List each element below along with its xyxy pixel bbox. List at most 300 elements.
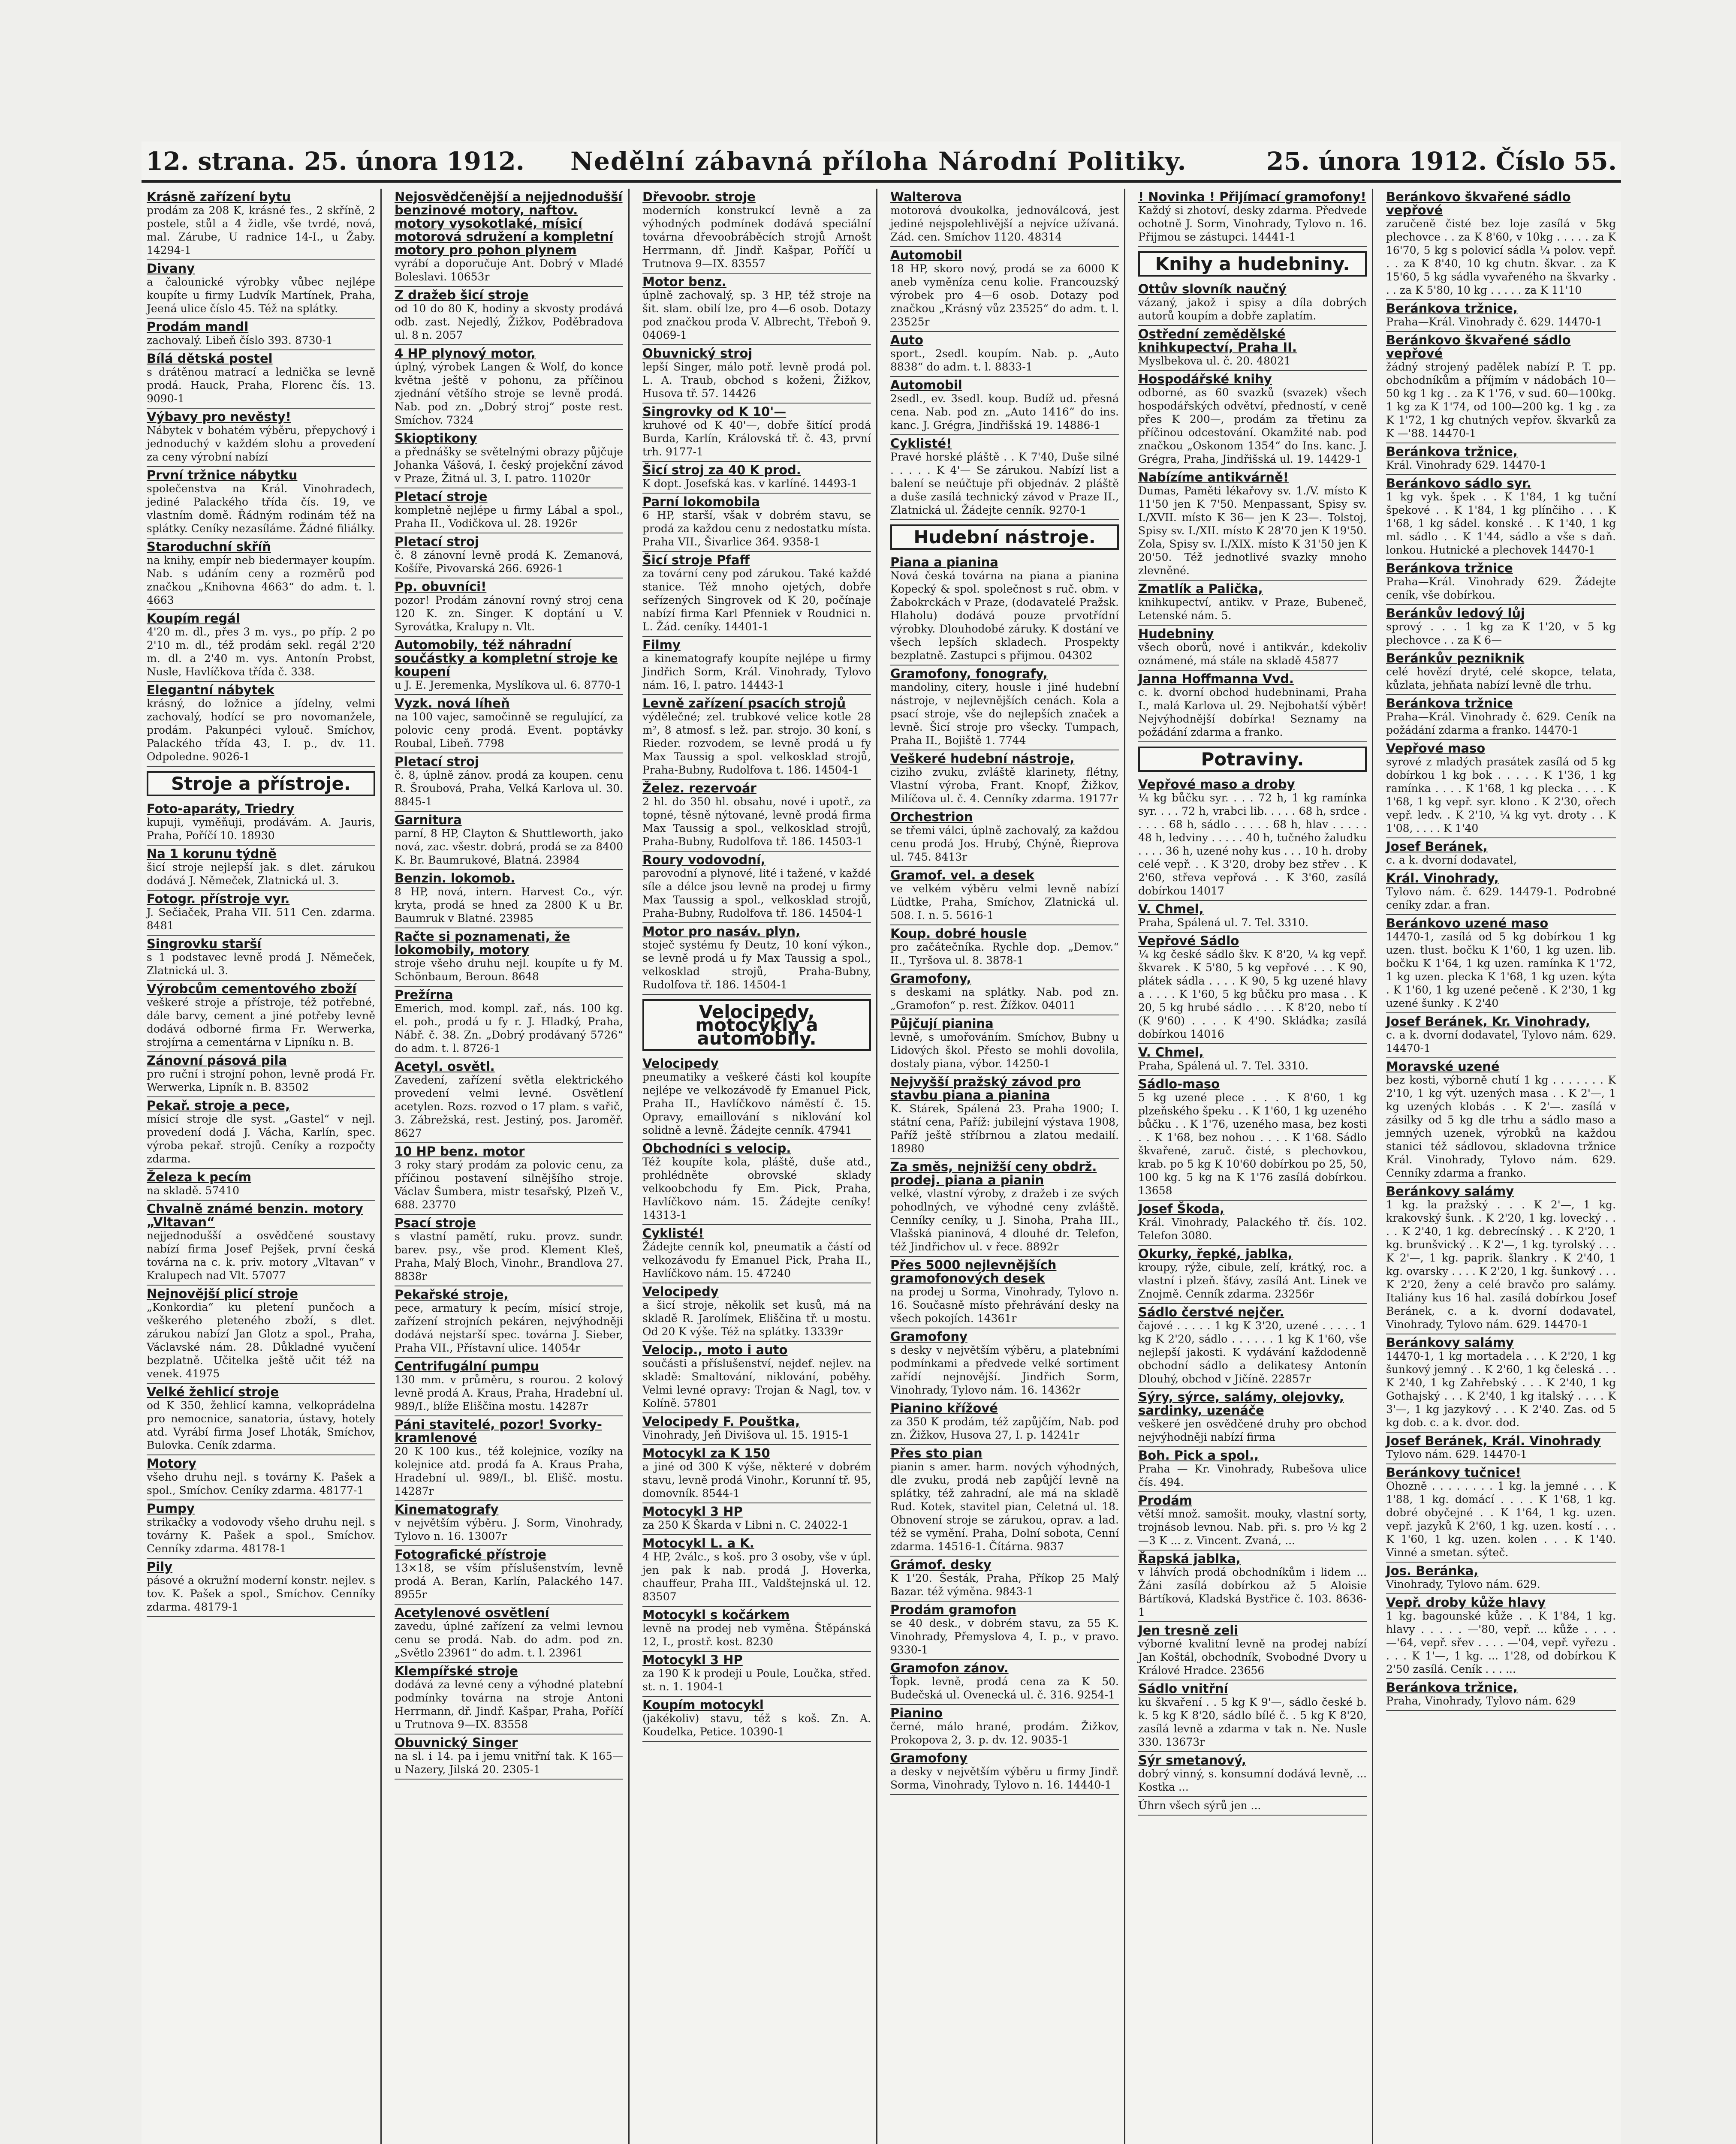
classified-ad xyxy=(147,1286,375,1384)
ad-heading: Cyklisté! xyxy=(890,436,952,451)
ad-heading: Fotografické přístroje xyxy=(395,1547,546,1562)
ad-text: 1 kg. la pražský . . . K 2'—, 1 kg. krakovský šunk. . K 2'20, 1 kg. lovecký . . . . K 2'40, 1 kg. debrecínský . . K 2'20, 1 kg. brunšvický . . K 2'—, 1 kg. tyrolský . . . K 2'—, 1 kg. paprik. šlankry . K 2'40, 1 kg. ovarsky . . . . K 2'20, 1 kg. šunkový . . . K 2'20, ženy a celé bravčo pro salámy. Italiány kus 16 hal. zasílá dobírkou Josef Beránek, c. a k. dvorní dodavatel, Vinohrady, Tylovo nám. 629. 14470-1 xyxy=(1386,1198,1616,1331)
ad-heading: Hudebniny xyxy=(1138,626,1214,641)
classified-ad xyxy=(642,637,871,695)
ad-heading: Krásně zařízení bytu xyxy=(147,190,291,204)
classified-ad xyxy=(147,350,375,409)
section-heading: Hudební nástroje. xyxy=(890,524,1119,550)
ad-heading: Velocipedy xyxy=(642,1284,719,1299)
ad-text: 5 kg uzené plece . . . K 8'60, 1 kg plzeňského špeku . . K 1'60, 1 kg uzeného bůčku . . K 1'76, uzeného masa, bez kosti . . K 1'68, bez nohou . . . . K 1'68. Sádlo škvařené, zaruč. čisté, s plechovkou, krab. po 5 kg K 10'60 dobírkou po 25, 50, 100 kg. 5 kg na K 1'76 zasílá dobírkou. 13658 xyxy=(1138,1091,1367,1197)
classified-ad xyxy=(1386,650,1616,695)
ad-heading: Račte si poznamenati, že lokomobily, motory xyxy=(395,929,570,957)
ad-heading: Zánovní pásová pila xyxy=(147,1053,287,1068)
ad-heading: Přes 5000 nejlevnějších gramofonových desek xyxy=(890,1258,1057,1286)
ad-heading: Velocip., moto i auto xyxy=(642,1343,788,1357)
classified-ad xyxy=(890,435,1119,520)
ad-heading: Pianino křížové xyxy=(890,1401,998,1415)
ad-heading: Motocykl L. a K. xyxy=(642,1536,754,1551)
ad-heading: Divany xyxy=(147,261,195,276)
ad-heading: Šicí stroj za 40 K prod. xyxy=(642,463,801,477)
ad-text: odborné, as 60 svazků (svazek) všech hospodářských odvětví, předností, v ceně přes K 200—, prodám za třetinu za příčinou odcestování. Okamžité nab. pod značkou „Oskonom 1354“ do Ins. kanc. J. Grégra, Praha, Jindřišská ul. 19. 14429-1 xyxy=(1138,386,1367,465)
ad-text: Dumas, Paměti lékařovy sv. 1./V. místo K 11'50 jen K 7'50. Menpassant, Spisy sv. I./XVII. místo K 36— jen K 23—. Tolstoj, Spisy sv. I./XII. místo K 28'70 jen K 19'50. Zola, Spisy sv. I./XIX. místo K 31'50 jen K 20'50. Též jednotlivé svazky mnoho zlevněné. xyxy=(1138,485,1367,577)
classified-ad xyxy=(395,345,623,430)
classified-ad xyxy=(890,332,1119,377)
classified-ad xyxy=(395,1358,623,1416)
ad-heading: Garnitura xyxy=(395,813,462,827)
ad-heading: Singrovku starší xyxy=(147,936,262,951)
classified-ad xyxy=(1138,1551,1367,1622)
ad-heading: Nejnovější plicí stroje xyxy=(147,1286,298,1301)
ad-text: s drátěnou matrací a lednička se levně prodá. Hauck, Praha, Florenc čís. 13. 9090-1 xyxy=(147,366,375,405)
classified-ad xyxy=(147,801,375,846)
classified-ad xyxy=(147,1169,375,1201)
classified-ad xyxy=(890,1015,1119,1074)
ad-heading: Vepřové maso a droby xyxy=(1138,777,1295,792)
ad-text: Žádejte cenník kol, pneumatik a částí od velkozávodu fy Emanuel Pick, Praha II., Havlíčkovo nám. 15. 47240 xyxy=(642,1241,871,1280)
ad-heading: Motocykl s kočárkem xyxy=(642,1608,790,1622)
ad-heading: Jos. Beránka, xyxy=(1386,1563,1479,1578)
ad-text: pianin s amer. harm. nových výhodných, dle zvuku, prodá neb zapůjčí levně na splátky, též zahradní, ale má na skladě Rud. Kotek, stavitel pian, Celetná ul. 18. Obnovení stroje se zárukou, oprav. a lad. též se vymění. Praha, Dolní sobota, Cenní zdarma. 14516-1. Čítárna. 9837 xyxy=(890,1460,1119,1553)
classified-ad xyxy=(1386,1433,1616,1464)
classified-ad xyxy=(1386,300,1616,332)
classified-ad xyxy=(395,1663,623,1734)
classified-ad xyxy=(642,695,871,780)
ad-heading: Beránkova tržnice, xyxy=(1386,301,1518,316)
classified-ad xyxy=(642,1652,871,1697)
classified-ad xyxy=(1138,901,1367,933)
ad-heading: Pumpy xyxy=(147,1501,195,1516)
ad-heading: Acetylenové osvětlení xyxy=(395,1605,549,1620)
ad-text: (jakékoliv) stavu, též s koš. Zn. A. Koudelka, Petice. 10390-1 xyxy=(642,1712,871,1738)
classified-ad xyxy=(1386,332,1616,443)
ad-text: c. k. dvorní obchod hudebninami, Praha I., malá Karlova ul. 29. Nejbohatší výběr! Nejvýhodnější dobírka! Seznamy na požádání zdarma a franko. xyxy=(1138,686,1367,738)
ad-text: úplně zachovalý, sp. 3 HP, též stroje na šit. slam. obilí lze, pro 4—6 osob. Dotazy pod značkou proda V. Albrecht, Třeboň 9. 04069-1 xyxy=(642,289,871,341)
classified-ad xyxy=(1386,560,1616,605)
classified-ad xyxy=(395,870,623,928)
ad-text: parovodní a plynové, lité i tažené, v každé síle a délce jsou levně na prodej u firmy Max Taussig a spol., velkosklad strojů, Praha-Bubny, Rudolfova tř. 186. 14504-1 xyxy=(642,867,871,919)
ad-heading: Pletací stroj xyxy=(395,754,479,769)
ad-heading: Grámof. desky xyxy=(890,1557,992,1572)
ad-text: za 350 K prodám, též zapůjčím, Nab. pod zn. Žižkov, Husova 27, I. p. 14241r xyxy=(890,1415,1119,1441)
ad-text: s deskami na splátky. Nab. pod zn. „Gramofon“ p. rest. Žížkov. 04011 xyxy=(890,986,1119,1012)
ad-heading: Motor benz. xyxy=(642,274,726,289)
ad-text: K. Stárek, Spálená 23. Praha 1900; I. státní cena, Paříž: jubilejní výstava 1908, Paříž ještě stříbrnou a zlatou medailí. 18980 xyxy=(890,1102,1119,1155)
ad-text: 20 K 100 kus., též kolejnice, vozíky na kolejnice atd. prodá fa A. Kraus Praha, Hradební ul. 989/I., bl. Elišč. mostu. 14287r xyxy=(395,1445,623,1497)
ad-heading: Roury vodovodní, xyxy=(642,852,766,867)
ad-text: a desky v největším výběru u firmy Jindř. Sorma, Vinohrady, Tylovo n. 16. 14440-1 xyxy=(890,1765,1119,1791)
classified-ad xyxy=(147,846,375,891)
classified-ad xyxy=(1138,1044,1367,1076)
ad-text: Emerich, mod. kompl. zař., nás. 100 kg. el. poh., prodá u fy r. J. Hladký, Praha, Nábř. č. 38. Zn. „Dobrý prodávaný 5726“ do adm. t. l. 8726-1 xyxy=(395,1002,623,1054)
ad-heading: ! Novinka ! Přijímací gramofony! xyxy=(1138,190,1366,204)
ad-text: 1 kg vyk. špek . . K 1'84, 1 kg tuční špekové . . K 1'84, 1 kg plínčiho . . . K 1'68, 1 kg sádel. konské . . K 1'40, 1 kg ml. sádlo . . K 1'44, sádlo a vše s daň. lonkou. Hutnické a plechovek 14470-1 xyxy=(1386,491,1616,556)
ad-text: 3 roky starý prodám za polovic cenu, za příčinou postavení silnějšího stroje. Václav Šumbera, mistr tesařský, Plzeň V., 688. 23770 xyxy=(395,1159,623,1211)
classified-ad xyxy=(642,1225,871,1283)
ad-heading: Obuvnický Singer xyxy=(395,1735,518,1750)
ad-heading: Šicí stroje Pfaff xyxy=(642,553,750,567)
ad-heading: Prežírna xyxy=(395,988,453,1002)
ad-heading: Kinematografy xyxy=(395,1502,499,1517)
ad-heading: Velocipedy F. Pouštka, xyxy=(642,1414,800,1429)
ad-heading: Cyklisté! xyxy=(642,1226,704,1241)
ad-text: kompletně nejlépe u firmy Lábal a spol., Praha II., Vodičkova ul. 28. 1926r xyxy=(395,504,623,530)
ad-text: Úhrn všech sýrů jen ... xyxy=(1138,1799,1261,1812)
ad-text: sprový . . . 1 kg za K 1'20, v 5 kg plechovce . . za K 6— xyxy=(1386,620,1616,646)
ad-text: Myslbekova ul. č. 20. 48021 xyxy=(1138,355,1291,367)
classified-ad xyxy=(890,1074,1119,1159)
ad-text: pece, armatury k pecím, mísicí stroje, zařízení strojních pekáren, nejvýhodněji dodává nejstarší spec. továrna J. Sieber, Praha VII., Přístavní ulice. 14054r xyxy=(395,1302,623,1354)
ad-text: v láhvích prodá obchodníkům i lidem ... Žáni zasílá dobírkou až 5 Aloisie Bártíková, Kladská Bystřice č. 103. 8636-1 xyxy=(1138,1566,1367,1618)
classified-ad xyxy=(147,319,375,350)
ad-text: syrové z mladých prasátek zasílá od 5 kg dobírkou 1 kg bok . . . . . K 1'36, 1 kg ramínka . . . . K 1'68, 1 kg plecka . . . . K 1'68, 1 kg vepř. syr. klono . K 2'30, ořech vepř. ledv. . K 2'10, ¼ kg vyt. droty . . K 1'08, . . . . K 1'40 xyxy=(1386,756,1616,834)
ad-text: ¼ kg české sádlo škv. K 8'20, ¼ kg vepř. škvarek . K 5'80, 5 kg vepřové . . . K 90, plátek sádla . . . . K 90, 5 kg uzené hlavy a . . . . K 1'60, 5 kg bůčku pro masa . . K 20, 5 kg hrubé sádlo . . . . K 8'20, nebo tí (K 9'60) . . . . K 4'90. Skládka; zasílá dobírkou 14016 xyxy=(1138,948,1367,1040)
ad-text: za 190 K k prodeji u Poule, Loučka, střed. st. n. 1. 1904-1 xyxy=(642,1667,871,1693)
ad-text: na 100 vajec, samočinně se regulující, za polovic ceny prodá. Event. poptávky Roubal, Libeň. 7798 xyxy=(395,711,623,750)
ad-heading: Motocykl 3 HP xyxy=(642,1653,743,1667)
classified-ad xyxy=(1138,281,1367,326)
ad-heading: Orchestrion xyxy=(890,810,973,824)
ad-text: nejjednodušší a osvědčené soustavy nabízí firma Josef Pejšek, první česká továrna na c. k. priv. motory „Vltavan“ v Kralupech nad Vlt. 57077 xyxy=(147,1229,375,1282)
ad-text: od 10 do 80 K, hodiny a skvosty prodává odb. zast. Nejedlý, Žižkov, Poděbradova ul. 8 n. 2057 xyxy=(395,302,623,341)
ad-text: Praha — Kr. Vinohrady, Rubešova ulice čís. 494. xyxy=(1138,1463,1367,1488)
ad-text: strikačky a vodovody všeho druhu nejl. s továrny K. Pašek a spol., Smíchov. Cenníky zdarma. 48178-1 xyxy=(147,1516,375,1555)
ad-text: zavedu, úplné zařízení za velmi levnou cenu se prodá. Nab. do adm. pod zn. „Světlo 23961“ do adm. t. l. 23961 xyxy=(395,1620,623,1659)
classified-ad xyxy=(1138,776,1367,901)
classified-ad xyxy=(395,812,623,870)
ad-heading: Pianino xyxy=(890,1706,943,1720)
ad-text: Ohozně . . . . . . . . 1 kg. la jemné . . . K 1'88, 1 kg. domácí . . . . K 1'68, 1 kg. dobré obyčejné . . K 1'64, 1 kg. uzen. vepř. jazyků K 2'60, 1 kg. uzen. kostí . . . K 1'60, 1 kg. uzen. kolen . . . K 1'40. Vinné a smetan. sýteč. xyxy=(1386,1480,1616,1559)
classified-ad xyxy=(1386,1594,1616,1679)
classified-ad xyxy=(1138,371,1367,469)
classified-ad xyxy=(395,578,623,637)
ad-heading: Gramofony, xyxy=(890,971,971,986)
ad-heading: Páni stavitelé, pozor! Svorky-kramlenové xyxy=(395,1417,602,1445)
classified-ad xyxy=(1138,1797,1367,1816)
classified-ad xyxy=(1386,915,1616,1013)
column-5 xyxy=(1133,189,1373,2144)
ad-heading: Sádlo-maso xyxy=(1138,1077,1220,1091)
ad-heading: Automobil xyxy=(890,248,962,262)
ad-heading: Janna Hoffmanna Vvd. xyxy=(1138,672,1294,686)
ad-text: Praha—Král. Vinohrady 629. Žádejte ceník, vše dobírkou. xyxy=(1386,575,1616,601)
classified-ad xyxy=(642,1283,871,1342)
classified-ad xyxy=(395,1546,623,1605)
classified-ad xyxy=(147,610,375,682)
ad-heading: Beránkova tržnice xyxy=(1386,561,1513,575)
ad-text: na sl. i 14. pa i jemu vnitřní tak. K 165— u Nazery, Jilská 20. 2305-1 xyxy=(395,1750,623,1776)
classified-ad xyxy=(1138,581,1367,626)
ad-heading: Pletací stroje xyxy=(395,489,488,504)
ad-text: Vinohrady, Tylovo nám. 629. xyxy=(1386,1578,1540,1590)
classified-ad xyxy=(642,274,871,345)
ad-heading: Koupím regál xyxy=(147,611,240,626)
ad-heading: Půjčují pianina xyxy=(890,1016,994,1031)
classified-ad xyxy=(395,1605,623,1663)
ad-heading: Beránkova tržnice xyxy=(1386,696,1513,711)
ad-text: 2sedl., ev. 3sedl. koup. Budíž ud. přesná cena. Nab. pod zn. „Auto 1416“ do ins. kanc. J. Grégra, Jindřišská 19. 14886-1 xyxy=(890,392,1119,431)
classified-ad xyxy=(147,1052,375,1097)
classified-ad xyxy=(395,928,623,987)
ad-heading: Vyzk. nová líheň xyxy=(395,696,510,711)
ad-heading: Psací stroje xyxy=(395,1216,476,1230)
classified-ad xyxy=(1138,1752,1367,1797)
ad-heading: Jen tresně zeli xyxy=(1138,1623,1239,1638)
classified-ad xyxy=(395,430,623,488)
classified-ad xyxy=(1386,1334,1616,1433)
ad-heading: Sádlo vnitřní xyxy=(1138,1681,1228,1696)
ad-heading: Obchodníci s velocip. xyxy=(642,1141,791,1156)
ad-text: 6 HP, starší, však v dobrém stavu, se prodá za každou cenu z nedostatku místa. Praha VII., Šivarlice 364. 9358-1 xyxy=(642,509,871,548)
classified-ad xyxy=(642,404,871,462)
ad-text: společenstva na Král. Vinohradech, jediné Palackého třída čís. 19, ve vlastním domě. Řádným rodinám též na splátky. Ceníky nezasíláme. Žádné filiálky. xyxy=(147,482,375,535)
classified-ad xyxy=(395,1501,623,1546)
classified-ad xyxy=(642,1607,871,1652)
classified-ad xyxy=(890,809,1119,867)
ad-heading: Na 1 korunu týdně xyxy=(147,846,277,861)
ad-heading: Sýr smetanový, xyxy=(1138,1753,1246,1768)
ad-heading: Filmy xyxy=(642,638,681,652)
ad-heading: Prodám gramofon xyxy=(890,1602,1017,1617)
ad-heading: Pily xyxy=(147,1560,173,1574)
ad-heading: Hospodářské knihy xyxy=(1138,372,1272,386)
ad-heading: Výrobcům cementového zboží xyxy=(147,982,357,996)
classified-ad xyxy=(1386,740,1616,838)
ad-heading: Motocykl 3 HP xyxy=(642,1504,743,1519)
newspaper-page xyxy=(142,142,1621,2144)
header-left: 12. strana. 25. února 1912. xyxy=(146,147,524,176)
ad-text: pozor! Prodám zánovní rovný stroj cena 120 K. zn. Singer. K doptání u V. Syrovátka, Kralupy n. Vlt. xyxy=(395,594,623,633)
classified-ad xyxy=(642,923,871,995)
classified-ad xyxy=(395,695,623,753)
ad-heading: Fotogr. přístroje vyr. xyxy=(147,891,290,906)
classified-ad xyxy=(642,1055,871,1140)
classified-ad xyxy=(890,247,1119,332)
classified-ad xyxy=(147,682,375,767)
classified-ad xyxy=(395,987,623,1058)
ad-heading: Velké žehlicí stroje xyxy=(147,1385,279,1399)
ad-heading: Josef Beránek, xyxy=(1386,839,1488,854)
ad-text: motorová dvoukolka, jednoválcová, jest jediné nejspolehlivější a nejvíce užívaná. Zád. cen. Smíchov 1120. 48314 xyxy=(890,204,1119,243)
ad-heading: Chvalně známé benzin. motory „Vltavan“ xyxy=(147,1201,363,1229)
ad-heading: Beránkův pezniknik xyxy=(1386,651,1525,665)
ad-heading: První tržnice nábytku xyxy=(147,468,298,482)
ad-heading: Singrovky od K 10'— xyxy=(642,404,787,419)
ad-text: 4 HP, 2válc., s koš. pro 3 osoby, vše v úpl. jen pak k nab. prodá J. Hoverka, chauffeur, Praha III., Valdštejnská ul. 12. 83507 xyxy=(642,1551,871,1603)
ad-heading: Elegantní nábytek xyxy=(147,683,274,697)
ad-text: Praha—Král. Vinohrady č. 629. Ceník na požádání zdarma a franko. 14470-1 xyxy=(1386,711,1616,736)
ad-text: na skladě. 57410 xyxy=(147,1184,240,1197)
ad-heading: Sýry, sýrce, salámy, olejovky, sardinky, uzenáče xyxy=(1138,1390,1344,1418)
classified-ad xyxy=(1138,1201,1367,1246)
ad-heading: Automobil xyxy=(890,378,962,392)
page-header xyxy=(142,142,1621,183)
ad-heading: Motocykl za K 150 xyxy=(642,1446,770,1460)
classified-ad xyxy=(1138,1246,1367,1304)
ad-heading: V. Chmel, xyxy=(1138,1045,1204,1060)
ad-heading: Gramofony xyxy=(890,1329,967,1344)
ad-heading: Piana a pianina xyxy=(890,555,998,569)
ad-heading: Josef Beránek, Král. Vinohrady xyxy=(1386,1433,1601,1448)
classified-ad xyxy=(147,409,375,467)
ad-heading: Řapská jablka, xyxy=(1138,1551,1241,1566)
classified-ad xyxy=(1138,1622,1367,1680)
classified-ad xyxy=(147,891,375,936)
classified-ad xyxy=(890,750,1119,809)
classified-ad xyxy=(395,1058,623,1143)
ad-heading: Skioptikony xyxy=(395,431,477,446)
ad-heading: Levně zařízení psacích strojů xyxy=(642,696,846,711)
classified-ad xyxy=(147,1097,375,1169)
column-1 xyxy=(142,189,382,2144)
ad-text: Král. Vinohrady, Palackého tř. čís. 102. Telefon 3080. xyxy=(1138,1216,1367,1242)
ad-heading: Král. Vinohrady, xyxy=(1386,871,1499,885)
classified-ad xyxy=(147,1384,375,1455)
classified-ad xyxy=(1386,838,1616,870)
ad-text: ku škvaření . . 5 kg K 9'—, sádlo české b. k. 5 kg K 8'20, sádlo bílé č. . 5 kg K 8'20, zasílá levně a zdarma v tak n. Ne. Nusle 330. 13673r xyxy=(1138,1696,1367,1748)
ad-text: všeho druhu nejl. s továrny K. Pašek a spol., Smíchov. Ceníky zdarma. 48177-1 xyxy=(147,1471,375,1497)
ad-text: Nová česká továrna na piana a pianina Kopecký & spol. společnost s ruč. obm. v Žabokrckách v Praze, (dodavatelé Pražsk. Hlaholu) dodává pouze prvotřídní výrobky. Dlouhodobé záruky. K dostání ve všech lepších skladech. Prospekty bezplatně. Zastupci s přijmou. 04302 xyxy=(890,569,1119,662)
ad-heading: Dřevoobr. stroje xyxy=(642,190,756,204)
ad-text: Ťopk. levně, prodá cena za K 50. Budečská ul. Ovenecká ul. č. 316. 9254-1 xyxy=(890,1675,1119,1701)
classified-ad xyxy=(642,1697,871,1742)
classified-ad xyxy=(890,1400,1119,1445)
classified-ad xyxy=(642,552,871,637)
ad-text: 14470-1, 1 kg mortadela . . . K 2'20, 1 kg šunkový jemný . . K 2'60, 1 kg čeleská . . . K 2'40, 1 kg Zahřebský . . . K 2'40, 1 kg Gothajský . . . K 2'40, 1 kg italský . . . . K 3'—, 1 kg jazykový . . . K 2'40. Zas. od 5 kg dob. c. a k. dvor. dod. xyxy=(1386,1350,1616,1429)
ad-heading: Auto xyxy=(890,333,923,347)
ad-text: levně, s umořováním. Smíchov, Bubny u Lidových škol. Přesto se mohli dovolila, dostaly piana, výbor. 14250-1 xyxy=(890,1031,1119,1070)
ad-heading: Přes sto pian xyxy=(890,1446,983,1460)
ad-text: Každý si zhotoví, desky zdarma. Předvede ochotně J. Sorm, Vinohrady, Tylovo n. 16. Přijmou se zástupci. 14441-1 xyxy=(1138,204,1367,243)
ad-text: černé, málo hrané, prodám. Žižkov, Prokopova 2, 3. p. dv. 12. 9035-1 xyxy=(890,1720,1119,1746)
ad-text: Pravé horské pláště . . K 7'40, Duše silné . . . . . K 4'— Se zárukou. Nabízí list a balení se neúčtuje při objednáv. 2 pláště a duše zasílá technický závod v Praze II., Zlatnická ul. Žádejte cenník. 9270-1 xyxy=(890,451,1119,516)
classified-ad xyxy=(642,852,871,923)
ad-text: veškeré stroje a přístroje, též potřebné, dále barvy, cement a jiné potřeby levně dodává odborné firma Fr. Werwerka, strojírna a cementárna v Lipníku n. B. xyxy=(147,996,375,1048)
ad-heading: Parní lokomobila xyxy=(642,494,760,509)
ad-heading: Sádlo čerstvé nejčer. xyxy=(1138,1305,1284,1319)
classified-ad xyxy=(1386,189,1616,300)
ad-heading: Pekařské stroje, xyxy=(395,1287,509,1302)
ad-heading: Beránkovy salámy xyxy=(1386,1184,1514,1198)
ad-text: stroje všeho druhu nejl. koupíte u fy M. Schönbaum, Beroun. 8648 xyxy=(395,957,623,983)
ad-heading: Klempířské stroje xyxy=(395,1664,518,1678)
ad-heading: Prodám mandl xyxy=(147,319,249,334)
classified-ad xyxy=(890,189,1119,247)
section-heading: Stroje a přístroje. xyxy=(147,771,375,796)
ad-heading: Beránkovo škvařené sádlo vepřové xyxy=(1386,190,1571,217)
ad-text: lepší Singer, málo potř. levně prodá pol. L. A. Traub, obchod s koženi, Žižkov, Husova tř. 57. 14426 xyxy=(642,361,871,400)
ad-text: veškeré jen osvědčené druhy pro obchod nejvýhodněji nabízí firma xyxy=(1138,1418,1367,1443)
ad-heading: Beránkovo škvařené sádlo vepřové xyxy=(1386,333,1571,361)
classified-ad xyxy=(890,554,1119,665)
ad-text: u J. E. Jeremenka, Myslíkova ul. 6. 8770-1 xyxy=(395,679,622,691)
classified-ad xyxy=(1386,1183,1616,1334)
ad-text: a šicí stroje, několik set kusů, má na skladě R. Jarolímek, Eliščina tř. u mostu. Od 20 K výše. Též na splátky. 13339r xyxy=(642,1299,871,1338)
ad-text: s 1 podstavec levně prodá J. Němeček, Zlatnická ul. 3. xyxy=(147,951,375,977)
classified-ad xyxy=(147,539,375,610)
classified-ad xyxy=(642,780,871,852)
ad-text: Vinohrady, Jeň Divišova ul. 15. 1915-1 xyxy=(642,1429,849,1441)
ad-text: kroupy, rýže, cibule, zelí, krátký, roc. a vlastní i plzeň. šťávy, zasílá Ant. Linek ve Znojmě. Cenník zdarma. 23256r xyxy=(1138,1261,1367,1300)
ad-heading: Beránkova tržnice, xyxy=(1386,1680,1518,1695)
ad-text: ciziho zvuku, zvláště klarinety, flétny, Vlastní výroba, Frant. Knopf, Žižkov, Milíčova ul. č. 4. Cenníky zdarma. 19177r xyxy=(890,766,1119,805)
ad-text: žádný strojený padělek nabízí P. T. pp. obchodníkům a příjmím v nádobách 10—50 kg 1 kg . . za K 1'76, v sud. 60—100kg. 1 kg za K 1'74, od 100—200 kg. 1 kg . za K 1'72, 1 kg chutných vepřov. škvarků za K —'88. 14470-1 xyxy=(1386,361,1616,440)
ad-text: všech oborů, nové i antikvár., kdekoliv oznámené, má stále na skladě 45877 xyxy=(1138,641,1367,667)
ad-text: č. 8 zánovní levně prodá K. Zemanová, Košíře, Pivovarská 266. 6926-1 xyxy=(395,549,623,575)
classified-ad xyxy=(642,1342,871,1413)
ad-text: prodám za 208 K, krásné fes., 2 skříně, 2 postele, stůl a 4 židle, vše tvrdé, nová, mal. Zárube, U radnice 14-I., u Žaby. 14294-1 xyxy=(147,204,375,256)
classified-ad xyxy=(890,1257,1119,1328)
classified-ad xyxy=(890,1705,1119,1750)
ad-heading: Gramof. vel. a desek xyxy=(890,868,1034,882)
ad-text: pro ruční i strojní pohon, levně prodá Fr. Werwerka, Lipník n. B. 83502 xyxy=(147,1068,375,1093)
classified-ad xyxy=(1386,475,1616,560)
classified-ad xyxy=(890,377,1119,435)
classified-ad xyxy=(1386,1679,1616,1711)
ad-text: zaručeně čisté bez loje zasílá v 5kg plechovce . . za K 8'60, v 10kg . . . . . za K 16'70, 5 kg s polovicí sádla ¼ polov. vepř. . . za K 8'40, 10 kg chutn. škvar. . za K 15'60, 5 kg sádla vyvařeného na škvarky . . . za K 5'80, 10 kg . . . . . za K 11'10 xyxy=(1386,217,1616,296)
ad-text: velké, vlastní výroby, z dražeb i ze svých pohodlných, ve výhodné ceny zvláště. Cenníky ceníky, u J. Sinoha, Praha III., Vlašská pianinová, 4 dlouhé dr. Telefon, též Jindřichov ul. v řece. 8892r xyxy=(890,1187,1119,1253)
ad-text: součásti a příslušenství, nejdef. nejlev. na skladě: Smaltování, niklování, poběhy. Velmi levné opravy: Trojan & Nagl, tov. v Kolíně. 57801 xyxy=(642,1357,871,1409)
ad-text: sport., 2sedl. koupím. Nab. p. „Auto 8838“ do adm. t. l. 8833-1 xyxy=(890,347,1119,373)
classified-ad xyxy=(890,925,1119,970)
section-heading: Velocipedy, motocykly a automobily. xyxy=(642,999,871,1051)
classified-ad xyxy=(395,533,623,578)
classified-ad xyxy=(1138,1492,1367,1551)
classified-ad xyxy=(1386,1013,1616,1058)
classified-ad xyxy=(890,665,1119,750)
classified-ad xyxy=(1138,1447,1367,1492)
ad-heading: V. Chmel, xyxy=(1138,902,1204,916)
ad-heading: Vepřové maso xyxy=(1386,741,1486,756)
ad-heading: Veškeré hudební nástroje, xyxy=(890,751,1075,766)
ad-text: s vlastní pamětí, ruku. provz. sundr. barev. psy., vše prod. Klement Kleš, Praha, Malý Bloch, Vinohr., Brandlova 27. 8838r xyxy=(395,1230,623,1283)
ad-text: výborné kvalitní levně na prodej nabízí Jan Koštál, obchodník, Svobodné Dvory u Králové Hradce. 23656 xyxy=(1138,1638,1367,1677)
ad-text: a přednášky se světelnými obrazy půjčuje Johanka Vášová, I. český projekční závod v Praze, Žitná ul. 3, I. patro. 11020r xyxy=(395,446,623,485)
classified-ad xyxy=(147,189,375,260)
ad-text: Zavedení, zařízení světla elektrického provedení velmi levné. Osvětlení acetylen. Rozs. rozvod o 17 plam. s vařič, 3. Zábrežská, rest. Jestiný, pos. Jaroměř. 8627 xyxy=(395,1074,623,1139)
classified-ad xyxy=(890,1328,1119,1400)
ad-heading: Želez. rezervoár xyxy=(642,781,756,795)
ad-heading: Walterova xyxy=(890,190,962,204)
ad-text: Tylovo nám. č. 629. 14479-1. Podrobné ceníky zdar. a fran. xyxy=(1386,885,1616,911)
ad-text: kruhové od K 40'—, dobře šitící prodá Burda, Karlín, Královská tř. č. 43, první trh. 9177-1 xyxy=(642,419,871,458)
classified-ad xyxy=(1386,605,1616,650)
ad-heading: 4 HP plynový motor, xyxy=(395,346,536,361)
classified-ad xyxy=(890,867,1119,925)
classified-ad xyxy=(147,1500,375,1559)
ad-text: knihkupectví, antikv. v Praze, Bubeneč, Letenské nám. 5. xyxy=(1138,596,1367,622)
classified-ad xyxy=(890,1557,1119,1602)
ad-text: moderních konstrukcí levně a za výhodných podmínek dodává speciální továrna dřevoobráběcích strojů Arnošt Herrmann, dř. Jindř. Kašpar, Poříčí u Trutnova 9—IX. 83557 xyxy=(642,204,871,270)
ad-heading: Gramofon zánov. xyxy=(890,1661,1009,1675)
section-heading: Potraviny. xyxy=(1138,747,1367,772)
ad-heading: Vepřové Sádlo xyxy=(1138,933,1239,948)
ad-text: Praha—Král. Vinohrady č. 629. 14470-1 xyxy=(1386,316,1603,328)
ad-text: stoječ systému fy Deutz, 10 koní výkon., se levně prodá u fy Max Taussig a spol., velkosklad strojů, Praha-Bubny, Rudolfova tř. 186. 14504-1 xyxy=(642,939,871,991)
ad-heading: Ostřední zemědělské knihkupectví, Praha II. xyxy=(1138,327,1297,355)
classified-ad xyxy=(395,488,623,533)
classified-ad xyxy=(1138,933,1367,1044)
ad-text: bez kosti, výborně chutí 1 kg . . . . . . . K 2'10, 1 kg výt. uzených masa . . K 2'—, 1 kg uzených klobás . . K 2'—. zasílá v zásilky od 5 kg dle trhu a sádlo maso a jemných uzenek, výrobků na každou stanici též sádlovou, skladovna tržnice Král. Vinohrady, Tylovo nám. 629. Cenníky zdarma a franko. xyxy=(1386,1074,1616,1179)
ad-text: Praha, Spálená ul. 7. Tel. 3310. xyxy=(1138,916,1309,929)
classified-ad xyxy=(642,189,871,274)
ad-text: dobrý vinný, s. konsumní dodává levně, ... Kostka ... xyxy=(1138,1768,1367,1793)
ad-text: vázaný, jakož i spisy a díla dobrých autorů koupím a dobře zaplatím. xyxy=(1138,296,1367,322)
ad-heading: Z dražeb šicí stroje xyxy=(395,288,529,302)
classified-ad xyxy=(395,189,623,287)
ad-text: mísicí stroje dle syst. „Gastel“ v nejl. provedení dodá J. Vácha, Karlín, spec. výroba pekař. strojů. Ceníky a rozpočty zdarma. xyxy=(147,1113,375,1165)
header-right: 25. února 1912. Číslo 55. xyxy=(1266,147,1617,176)
ad-text: Nábytek v bohatém výběru, přepychový i jednoduchý v každém slohu a provedení za ceny výrobní nabízí xyxy=(147,424,375,463)
